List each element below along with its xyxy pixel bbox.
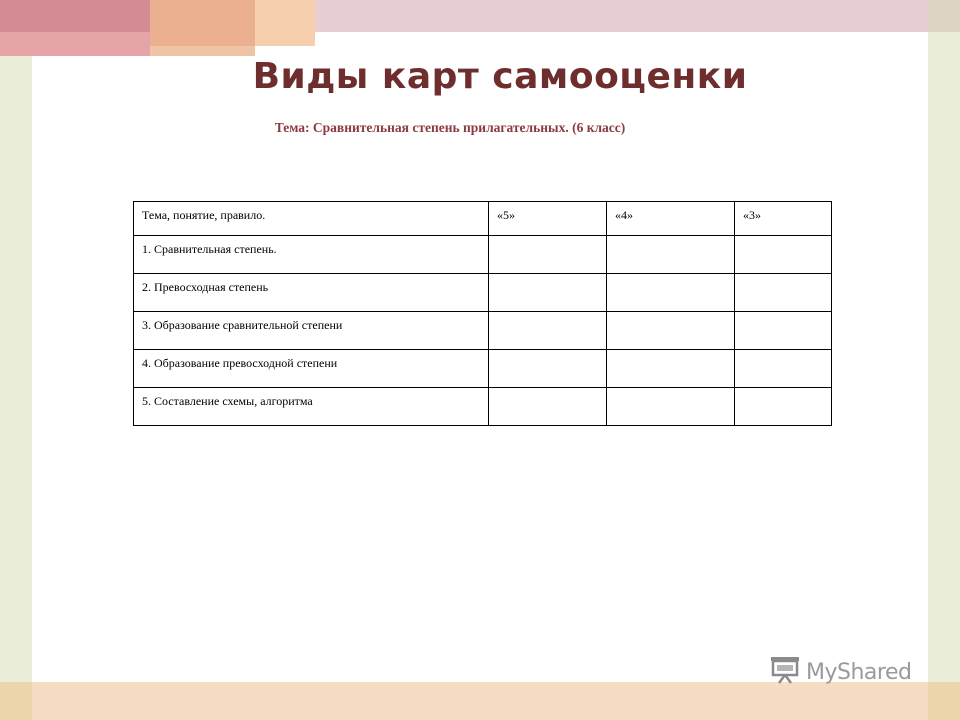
watermark-text: MyShared — [806, 659, 912, 685]
top-decor-block — [150, 0, 255, 46]
topic-cell: 2. Превосходная степень — [134, 274, 489, 312]
header-grade-4: «4» — [607, 202, 735, 236]
header-topic: Тема, понятие, правило. — [134, 202, 489, 236]
grade-3-cell[interactable] — [735, 236, 832, 274]
grade-4-cell[interactable] — [607, 274, 735, 312]
slide-subtitle: Тема: Сравнительная степень прилагательных. (6 класс) — [274, 120, 626, 135]
grade-3-cell[interactable] — [735, 350, 832, 388]
header-grade-3: «3» — [735, 202, 832, 236]
header-grade-5: «5» — [489, 202, 607, 236]
grade-4-cell[interactable] — [607, 350, 735, 388]
right-decor-strip — [928, 0, 960, 720]
bottom-left-corner-block — [0, 682, 32, 720]
topic-cell: 5. Составление схемы, алгоритма — [134, 388, 489, 426]
grade-5-cell[interactable] — [489, 350, 607, 388]
projector-screen-icon — [768, 655, 802, 690]
grade-4-cell[interactable] — [607, 388, 735, 426]
grade-3-cell[interactable] — [735, 388, 832, 426]
table-row — [134, 236, 832, 274]
bottom-decor-band — [0, 682, 960, 720]
grade-3-cell[interactable] — [735, 274, 832, 312]
self-assessment-table — [133, 201, 832, 426]
top-decor-block — [255, 0, 315, 46]
left-decor-strip — [0, 0, 32, 720]
grade-5-cell[interactable] — [489, 274, 607, 312]
slide-title: Виды карт самооценки — [252, 56, 748, 97]
grade-5-cell[interactable] — [489, 312, 607, 350]
topic-cell: 3. Образование сравнительной степени — [134, 312, 489, 350]
topic-cell: 4. Образование превосходной степени — [134, 350, 489, 388]
grade-4-cell[interactable] — [607, 312, 735, 350]
table-row — [134, 274, 832, 312]
grade-4-cell[interactable] — [607, 236, 735, 274]
table-row — [134, 312, 832, 350]
table-row — [134, 350, 832, 388]
bottom-right-corner-block — [928, 682, 960, 720]
grade-5-cell[interactable] — [489, 236, 607, 274]
top-decor-block — [0, 0, 150, 32]
table-header-row — [134, 202, 832, 236]
myshared-watermark — [768, 657, 928, 687]
table-row — [134, 388, 832, 426]
topic-cell: 1. Сравнительная степень. — [134, 236, 489, 274]
grade-5-cell[interactable] — [489, 388, 607, 426]
top-right-corner-block — [928, 0, 960, 32]
grade-3-cell[interactable] — [735, 312, 832, 350]
